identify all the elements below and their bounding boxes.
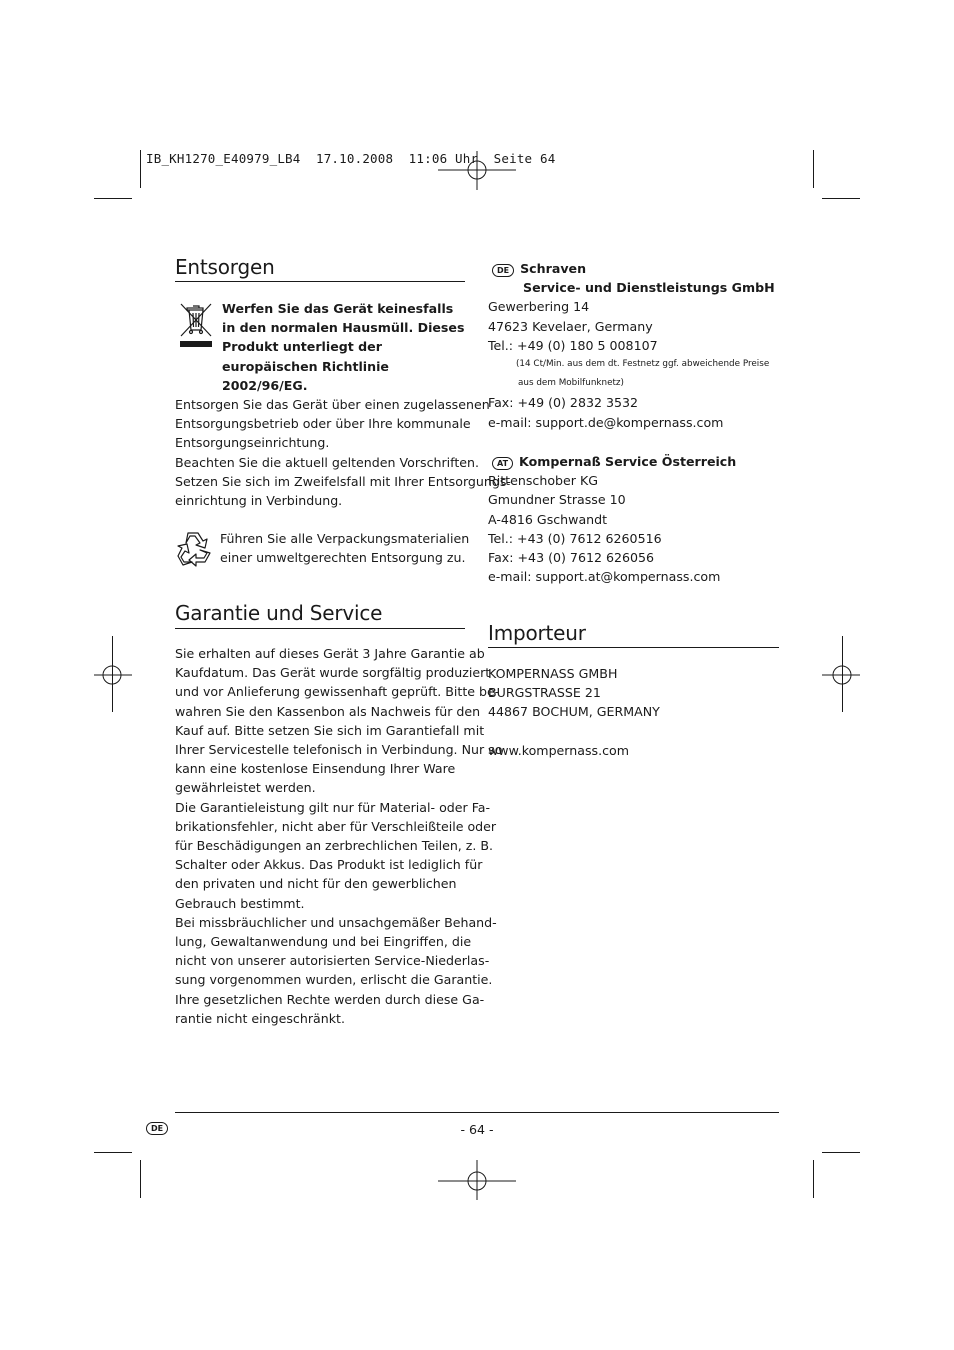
text-line: Die Garantieleistung gilt nur für Material- oder Fa- [175, 799, 491, 815]
text-line: Bei missbräuchlicher und unsachgemäßer Behand- [175, 914, 497, 930]
text-line: KOMPERNASS GMBH [488, 666, 618, 681]
text-line: einer umweltgerechten Entsorgung zu. [220, 550, 466, 566]
importer-address [488, 664, 660, 722]
fax: Fax: +43 (0) 7612 626056 [488, 550, 655, 566]
text-line: Sie erhalten auf dieses Gerät 3 Jahre Garantie ab [175, 646, 485, 661]
text-line: für Beschädigungen an zerbrechlichen Teilen, z. B. [175, 838, 494, 854]
title-rule [175, 281, 465, 282]
price-note: aus dem Mobilfunknetz) [518, 378, 624, 389]
service-de [488, 259, 788, 432]
text-line: Kaufdatum. Das Gerät wurde sorgfältig produziert [175, 665, 491, 681]
street: Gewerbering 14 [488, 299, 590, 315]
city: A-4816 Gschwandt [488, 511, 608, 527]
disposal-warning: Werfen Sie das Gerät keinesfalls in den normalen Hausmüll. Dieses Produkt unterliegt der europäischen Richtlinie 2002/96/EG. [222, 301, 465, 393]
city: 47623 Kevelaer, Germany [488, 318, 653, 334]
phone: Tel.: +49 (0) 180 5 008107 [488, 337, 658, 353]
text-line: Ihrer Servicestelle telefonisch in Verbindung. Nur so [175, 742, 503, 758]
text-line: Entsorgen Sie das Gerät über einen zugelassenen [175, 397, 490, 412]
recycle-icon [174, 529, 214, 569]
text-line: und vor Anlieferung gewissenhaft geprüft. Bitte be- [175, 684, 500, 700]
text-line: rantie nicht eingeschränkt. [175, 1010, 345, 1026]
warranty-text [175, 644, 502, 1028]
price-note: (14 Ct/Min. aus dem dt. Festnetz ggf. abweichende Preise [516, 359, 770, 370]
website: www.kompernass.com [488, 743, 629, 758]
crossed-bin-icon [178, 300, 214, 350]
section-title-garantie: Garantie und Service [175, 601, 383, 625]
email: e-mail: support.de@kompernass.com [488, 414, 724, 430]
text-line: kann eine kostenlose Einsendung Ihrer Ware [175, 761, 456, 777]
text-line: Schalter oder Akkus. Das Produkt ist lediglich für [175, 857, 483, 873]
text-line: Kauf auf. Bitte setzen Sie sich im Garantiefall mit [175, 722, 485, 738]
text-line: brikationsfehler, nicht aber für Verschleißteile oder [175, 818, 497, 834]
text-line: einrichtung in Verbindung. [175, 493, 343, 509]
service-name: Kompernaß Service Österreich [519, 454, 737, 469]
text-line: BURGSTRASSE 21 [488, 685, 601, 701]
footer-country-badge: DE [146, 1122, 168, 1135]
section-title-importeur: Importeur [488, 621, 586, 645]
section-title-entsorgen: Entsorgen [175, 255, 275, 279]
email: e-mail: support.at@kompernass.com [488, 569, 721, 585]
text-line: Beachten Sie die aktuell geltenden Vorschriften. [175, 454, 480, 470]
service-name-line2: Service- und Dienstleistungs GmbH [523, 280, 775, 296]
disposal-paragraph [175, 395, 511, 510]
country-badge-de: DE [492, 264, 514, 277]
street: Gmundner Strasse 10 [488, 492, 626, 508]
text-line: 44867 BOCHUM, GERMANY [488, 704, 660, 720]
text-line: Entsorgungseinrichtung. [175, 435, 330, 451]
text-line: Setzen Sie sich im Zweifelsfall mit Ihrer Entsorgungs- [175, 473, 511, 489]
print-slug: IB_KH1270_E40979_LB4 17.10.2008 11:06 Uhr Seite 64 [146, 151, 556, 166]
text-line: wahren Sie den Kassenbon als Nachweis für den [175, 703, 481, 719]
title-rule [488, 647, 779, 648]
text-line: gewährleistet werden. [175, 780, 316, 796]
service-name: Schraven [520, 261, 587, 276]
country-badge-at: AT [492, 457, 513, 470]
text-line: Führen Sie alle Verpackungsmaterialien [220, 531, 470, 546]
title-rule [175, 628, 465, 629]
text-line: nicht von unserer autorisierten Service-Niederlas- [175, 953, 490, 969]
footer-rule [175, 1112, 779, 1113]
service-at [488, 452, 788, 586]
text-line: Entsorgungsbetrieb oder über Ihre kommunale [175, 416, 471, 432]
recycle-note [220, 529, 469, 567]
fax: Fax: +49 (0) 2832 3532 [488, 395, 639, 411]
text-line: Ihre gesetzlichen Rechte werden durch diese Ga- [175, 991, 485, 1007]
text-line: sung vorgenommen wurden, erlischt die Garantie. [175, 972, 493, 988]
company: Rittenschober KG [488, 473, 598, 489]
page-number: - 64 - [460, 1122, 494, 1137]
text-line: Gebrauch bestimmt. [175, 895, 305, 911]
text-line: lung, Gewaltanwendung und bei Eingriffen, die [175, 934, 472, 950]
text-line: den privaten und nicht für den gewerblichen [175, 876, 457, 892]
phone: Tel.: +43 (0) 7612 6260516 [488, 530, 662, 546]
